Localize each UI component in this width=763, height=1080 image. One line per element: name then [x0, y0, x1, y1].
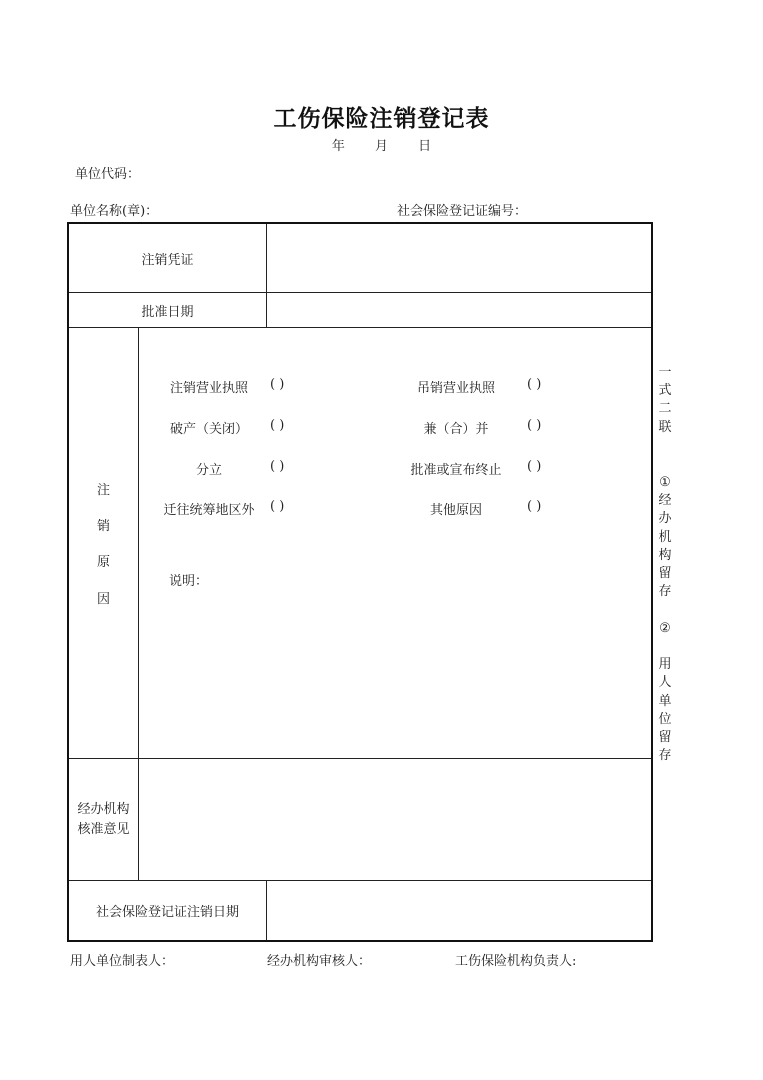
date-day: 日: [418, 139, 432, 154]
col-divider: [138, 327, 139, 880]
option-checkbox[interactable]: ( ): [527, 418, 542, 433]
date-year: 年: [331, 139, 345, 154]
agency-reviewer-label: 经办机构审核人：: [267, 954, 372, 969]
option-label: 迁往统筹地区外: [163, 503, 255, 518]
cert-cancel-date-field[interactable]: [268, 881, 651, 940]
form-title: 工伤保险注销登记表: [273, 106, 490, 132]
date-month: 月: [374, 139, 388, 154]
explanation-field[interactable]: [209, 594, 639, 754]
ss-reg-number-label: 社会保险登记证编号：: [397, 204, 528, 219]
option-checkbox[interactable]: ( ): [527, 459, 542, 474]
side-note-copy-2: ② 用 人 单 位 留 存: [658, 621, 672, 764]
option-checkbox[interactable]: ( ): [270, 418, 285, 433]
cancellation-form-table: [67, 222, 653, 942]
option-label: 破产（关闭）: [169, 422, 248, 437]
option-label: 兼（合）并: [423, 422, 489, 437]
option-checkbox[interactable]: ( ): [270, 499, 285, 514]
form-date: [0, 135, 763, 154]
side-note-copies: 一 式 二 联: [658, 365, 672, 435]
insurance-head-label: 工伤保险机构负责人:: [455, 954, 577, 969]
cancel-reason-label: 注 销 原 因: [96, 483, 110, 607]
approval-date-field[interactable]: [268, 293, 651, 327]
option-checkbox[interactable]: ( ): [527, 499, 542, 514]
unit-code-label: 单位代码：: [75, 167, 141, 182]
option-label: 注销营业执照: [169, 381, 248, 396]
col-divider: [266, 880, 267, 940]
row-divider: [69, 327, 651, 328]
explanation-label: 说明：: [169, 574, 209, 589]
option-label: 分立: [195, 463, 222, 478]
col-divider: [266, 224, 267, 327]
option-label: 批准或宣布终止: [410, 463, 502, 478]
option-checkbox[interactable]: ( ): [527, 377, 542, 392]
employer-preparer-label: 用人单位制表人：: [70, 954, 175, 969]
side-note-copy-1: ① 经 办 机 构 留 存: [658, 475, 672, 600]
option-label: 吊销营业执照: [416, 381, 495, 396]
option-checkbox[interactable]: ( ): [270, 377, 285, 392]
approval-date-label: 批准日期: [141, 304, 194, 320]
agency-opinion-field[interactable]: [140, 759, 651, 880]
option-label: 其他原因: [429, 503, 482, 518]
cancel-voucher-label: 注销凭证: [141, 252, 194, 268]
cancel-voucher-field[interactable]: [268, 224, 651, 292]
option-checkbox[interactable]: ( ): [270, 459, 285, 474]
unit-name-label: 单位名称(章)：: [70, 204, 159, 219]
agency-opinion-label: 经办机构 核准意见: [77, 801, 130, 837]
cert-cancel-date-label: 社会保险登记证注销日期: [95, 905, 239, 920]
